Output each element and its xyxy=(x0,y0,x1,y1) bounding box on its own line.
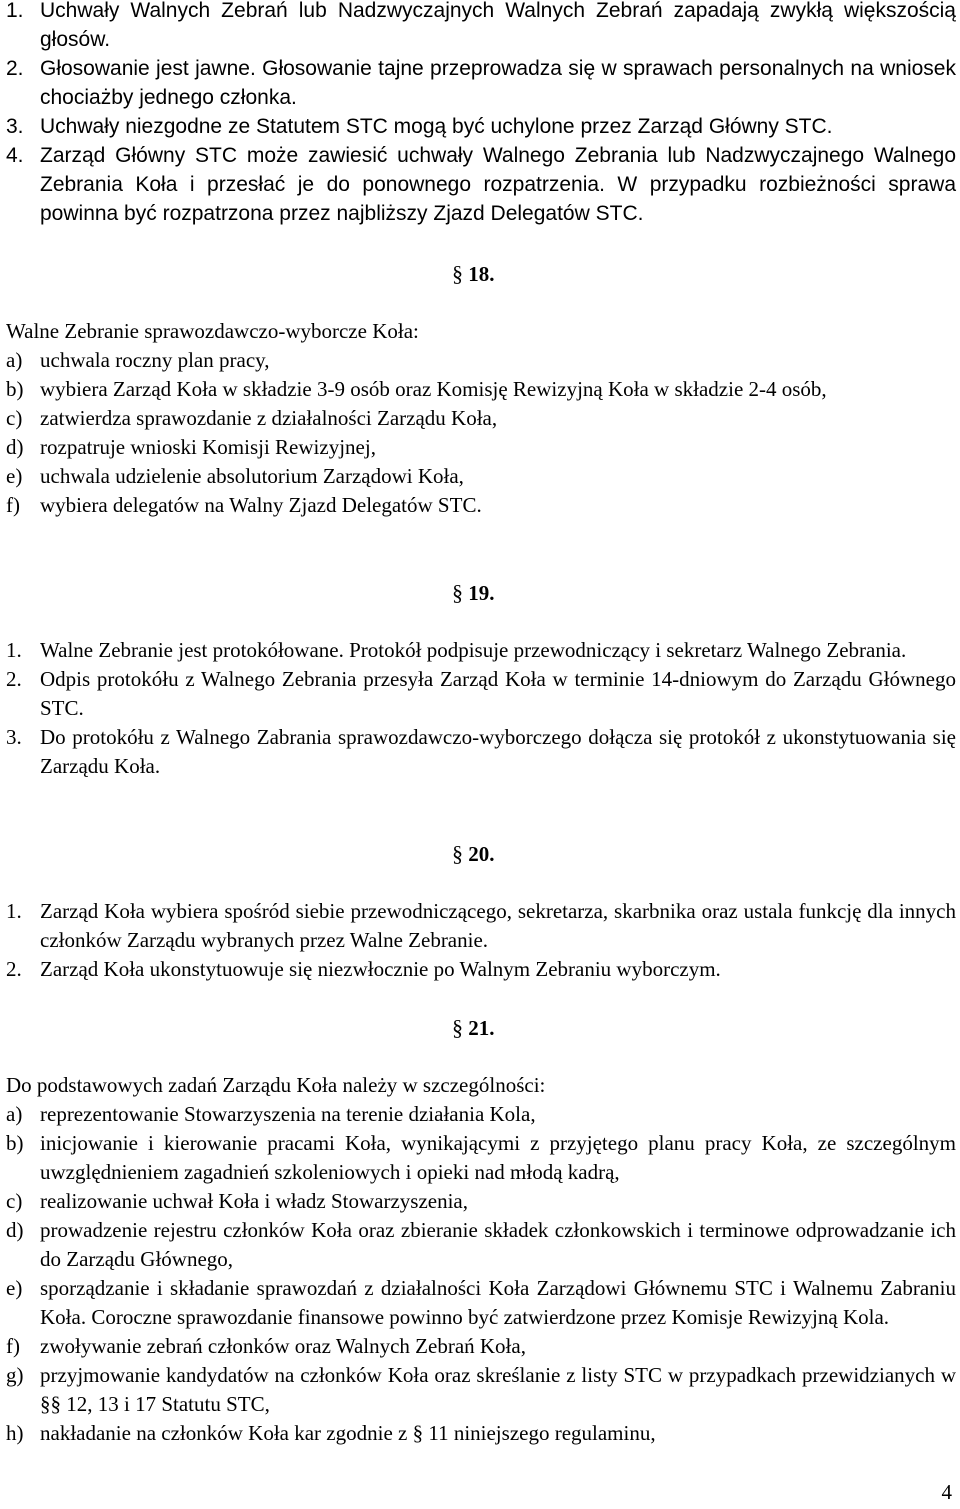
item-number: c) xyxy=(6,1189,23,1213)
list-item xyxy=(0,723,956,781)
item-number: 1. xyxy=(6,638,22,662)
item-number: 1. xyxy=(6,0,24,22)
list-item xyxy=(0,1187,956,1216)
section-number: 20. xyxy=(468,842,495,866)
list-item xyxy=(0,112,956,141)
section-21-body xyxy=(0,1071,956,1448)
item-number: c) xyxy=(6,406,23,430)
item-number: 2. xyxy=(6,957,22,981)
item-number: 2. xyxy=(6,57,24,80)
section-20-body xyxy=(0,897,956,984)
list-item xyxy=(0,375,956,404)
list-item xyxy=(0,1332,956,1361)
page-number: 4 xyxy=(941,1480,952,1504)
item-text: realizowanie uchwał Koła i władz Stowarzyszenia, xyxy=(40,1189,468,1213)
item-text: zwoływanie zebrań członków oraz Walnych Zebrań Koła, xyxy=(40,1334,526,1358)
item-text: Uchwały Walnych Zebrań lub Nadzwyczajnych Walnych Zebrań zapadają zwykłą większością głosów. xyxy=(40,0,956,51)
item-text: sporządzanie i składanie sprawozdań z działalności Koła Zarządowi Głównemu STC i Walnemu Zabraniu Koła. Coroczne sprawozdanie finansowe powinno być zatwierdzone przez Komisje Rewizyjną Kola. xyxy=(40,1276,956,1329)
item-number: 1. xyxy=(6,899,22,923)
list-item xyxy=(0,1216,956,1274)
section-heading-19 xyxy=(452,578,495,608)
list-item xyxy=(0,462,956,491)
item-text: Uchwały niezgodne ze Statutem STC mogą być uchylone przez Zarząd Główny STC. xyxy=(40,115,833,138)
item-number: f) xyxy=(6,493,20,517)
section-heading-20 xyxy=(452,839,495,869)
section-mark: § xyxy=(452,580,463,605)
item-text: wybiera Zarząd Koła w składzie 3-9 osób oraz Komisję Rewizyjną Koła w składzie 2-4 osób, xyxy=(40,377,827,401)
item-number: d) xyxy=(6,1218,24,1242)
item-number: d) xyxy=(6,435,24,459)
list-item xyxy=(0,955,956,984)
item-number: f) xyxy=(6,1334,20,1358)
item-text: Do protokółu z Walnego Zabrania sprawozdawczo-wyborczego dołącza się protokół z ukonstytuowania się Zarządu Koła. xyxy=(40,725,956,778)
item-text: wybiera delegatów na Walny Zjazd Delegatów STC. xyxy=(40,493,482,517)
intro-list xyxy=(0,0,956,228)
section-mark: § xyxy=(452,261,463,286)
item-number: 2. xyxy=(6,667,22,691)
section-mark: § xyxy=(452,1015,463,1040)
item-text: Zarząd Koła ukonstytuowuje się niezwłocznie po Walnym Zebraniu wyborczym. xyxy=(40,957,721,981)
list-item xyxy=(0,54,956,112)
section-19-body xyxy=(0,636,956,781)
item-number: 4. xyxy=(6,144,24,167)
item-text: nakładanie na członków Koła kar zgodnie z § 11 niniejszego regulaminu, xyxy=(40,1421,656,1445)
item-text: Zarząd Główny STC może zawiesić uchwały Walnego Zebrania lub Nadzwyczajnego Walnego Zebrania Koła i przesłać je do ponownego rozpatrzenia. W przypadku rozbieżności sprawa powinna być rozpatrzona przez najbliższy Zjazd Delegatów STC. xyxy=(40,144,956,225)
list-item xyxy=(0,346,956,375)
item-number: b) xyxy=(6,1131,24,1155)
item-text: Zarząd Koła wybiera spośród siebie przewodniczącego, sekretarza, skarbnika oraz ustala funkcję dla innych członków Zarządu wybranych przez Walne Zebranie. xyxy=(40,899,956,952)
list-item xyxy=(0,433,956,462)
section-lead: Do podstawowych zadań Zarządu Koła należy w szczególności: xyxy=(6,1073,546,1097)
list-item xyxy=(0,141,956,228)
list-item xyxy=(0,0,956,54)
section-18-body xyxy=(0,317,956,520)
item-number: e) xyxy=(6,1276,23,1300)
section-heading-21 xyxy=(452,1013,495,1043)
item-number: 3. xyxy=(6,115,24,138)
item-text: zatwierdza sprawozdanie z działalności Zarządu Koła, xyxy=(40,406,498,430)
list-item xyxy=(0,491,956,520)
section-mark: § xyxy=(452,841,463,866)
item-number: 3. xyxy=(6,725,22,749)
item-text: Odpis protokółu z Walnego Zebrania przesyła Zarząd Koła w terminie 14-dniowym do Zarządu Głównego STC. xyxy=(40,667,956,720)
list-item xyxy=(0,897,956,955)
item-text: Walne Zebranie jest protokółowane. Protokół podpisuje przewodniczący i sekretarz Walnego Zebrania. xyxy=(40,638,907,662)
list-item xyxy=(0,404,956,433)
item-text: uchwala udzielenie absolutorium Zarządowi Koła, xyxy=(40,464,464,488)
item-text: przyjmowanie kandydatów na członków Koła oraz skreślanie z listy STC w przypadkach przewidzianych w §§ 12, 13 i 17 Statutu STC, xyxy=(40,1363,956,1416)
list-item xyxy=(0,1361,956,1419)
section-lead: Walne Zebranie sprawozdawczo-wyborcze Koła: xyxy=(6,319,419,343)
list-item xyxy=(0,1274,956,1332)
item-text: uchwala roczny plan pracy, xyxy=(40,348,270,372)
list-item xyxy=(0,636,956,665)
item-number: h) xyxy=(6,1421,24,1445)
item-text: Głosowanie jest jawne. Głosowanie tajne przeprowadza się w sprawach personalnych na wniosek chociażby jednego członka. xyxy=(40,57,956,109)
item-text: rozpatruje wnioski Komisji Rewizyjnej, xyxy=(40,435,376,459)
item-text: reprezentowanie Stowarzyszenia na terenie działania Kola, xyxy=(40,1102,536,1126)
item-text: inicjowanie i kierowanie pracami Koła, wynikającymi z przyjętego planu pracy Koła, ze szczególnym uwzględnieniem zagadnień szkoleniowych i opieki nad młodą kadrą, xyxy=(40,1131,956,1184)
item-number: a) xyxy=(6,1102,23,1126)
item-text: prowadzenie rejestru członków Koła oraz zbieranie składek członkowskich i terminowe odprowadzanie ich do Zarządu Głównego, xyxy=(40,1218,956,1271)
list-item xyxy=(0,665,956,723)
item-number: g) xyxy=(6,1363,24,1387)
item-number: e) xyxy=(6,464,23,488)
section-number: 19. xyxy=(468,581,495,605)
item-number: b) xyxy=(6,377,24,401)
item-number: a) xyxy=(6,348,23,372)
section-heading-18 xyxy=(452,259,495,289)
list-item xyxy=(0,1419,956,1448)
list-item xyxy=(0,1100,956,1129)
section-number: 18. xyxy=(468,262,495,286)
section-number: 21. xyxy=(468,1016,495,1040)
list-item xyxy=(0,1129,956,1187)
